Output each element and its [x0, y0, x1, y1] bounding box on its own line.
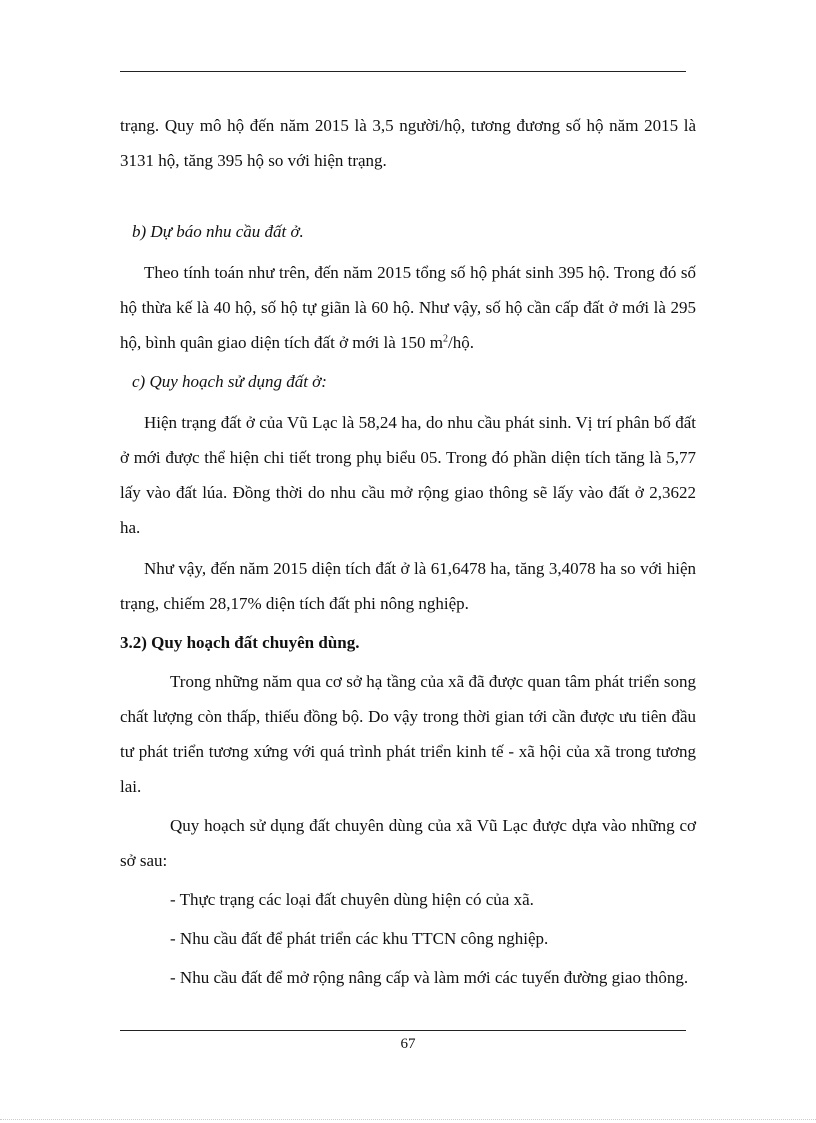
superscript-2: 2	[442, 333, 448, 345]
list-item: - Thực trạng các loại đất chuyên dùng hiện có của xã.	[170, 890, 534, 909]
paragraph-household-scale: trạng. Quy mô hộ đến năm 2015 là 3,5 người/hộ, tương đương số hộ năm 2015 là 3131 hộ, tăng 395 hộ so với hiện trạng.	[120, 116, 696, 170]
footer-rule	[120, 1030, 686, 1031]
heading-residential-planning: c) Quy hoạch sử dụng đất ở:	[132, 372, 327, 391]
paragraph-infrastructure: Trong những năm qua cơ sở hạ tầng của xã đã được quan tâm phát triển song chất lượng còn thấp, thiếu đồng bộ. Do vậy trong thời gian tới cần được ưu tiên đầu tư phát triển tương xứng với quá trình phát triển kinh tế - xã hội của xã trong tương lai.	[120, 672, 696, 796]
heading-land-demand-forecast: b) Dự báo nhu cầu đất ở.	[132, 222, 304, 241]
paragraph-land-demand-text: Theo tính toán như trên, đến năm 2015 tổng số hộ phát sinh 395 hộ. Trong đó số hộ thừa kế là 40 hộ, số hộ tự giãn là 60 hộ. Như vậy, số hộ cần cấp đất ở mới là 295 hộ, bình quân giao diện tích đất ở mới là 150 m	[120, 263, 696, 352]
page-body	[120, 108, 696, 995]
list-item: - Nhu cầu đất để phát triển các khu TTCN công nghiệp.	[170, 929, 549, 948]
header-rule	[120, 71, 686, 72]
paragraph-residential-result: Như vậy, đến năm 2015 diện tích đất ở là 61,6478 ha, tăng 3,4078 ha so với hiện trạng, chiếm 28,17% diện tích đất phi nông nghiệp.	[120, 559, 696, 613]
page-edge-divider	[0, 1119, 816, 1120]
page-number: 67	[400, 1036, 416, 1052]
paragraph-current-residential: Hiện trạng đất ở của Vũ Lạc là 58,24 ha, do nhu cầu phát sinh. Vị trí phân bố đất ở mới được thể hiện chi tiết trong phụ biểu 05. Trong đó phần diện tích tăng là 5,77 lấy vào đất lúa. Đồng thời do nhu cầu mở rộng giao thông sẽ lấy vào đất ở 2,3622 ha.	[120, 413, 696, 537]
list-item: - Nhu cầu đất để mở rộng nâng cấp và làm mới các tuyến đường giao thông.	[170, 968, 689, 987]
paragraph-land-demand	[120, 255, 696, 360]
paragraph-planning-basis: Quy hoạch sử dụng đất chuyên dùng của xã Vũ Lạc được dựa vào những cơ sở sau:	[120, 816, 696, 870]
section-title-3-2: 3.2) Quy hoạch đất chuyên dùng.	[120, 633, 360, 652]
paragraph-land-demand-tail: /hộ.	[447, 333, 474, 352]
